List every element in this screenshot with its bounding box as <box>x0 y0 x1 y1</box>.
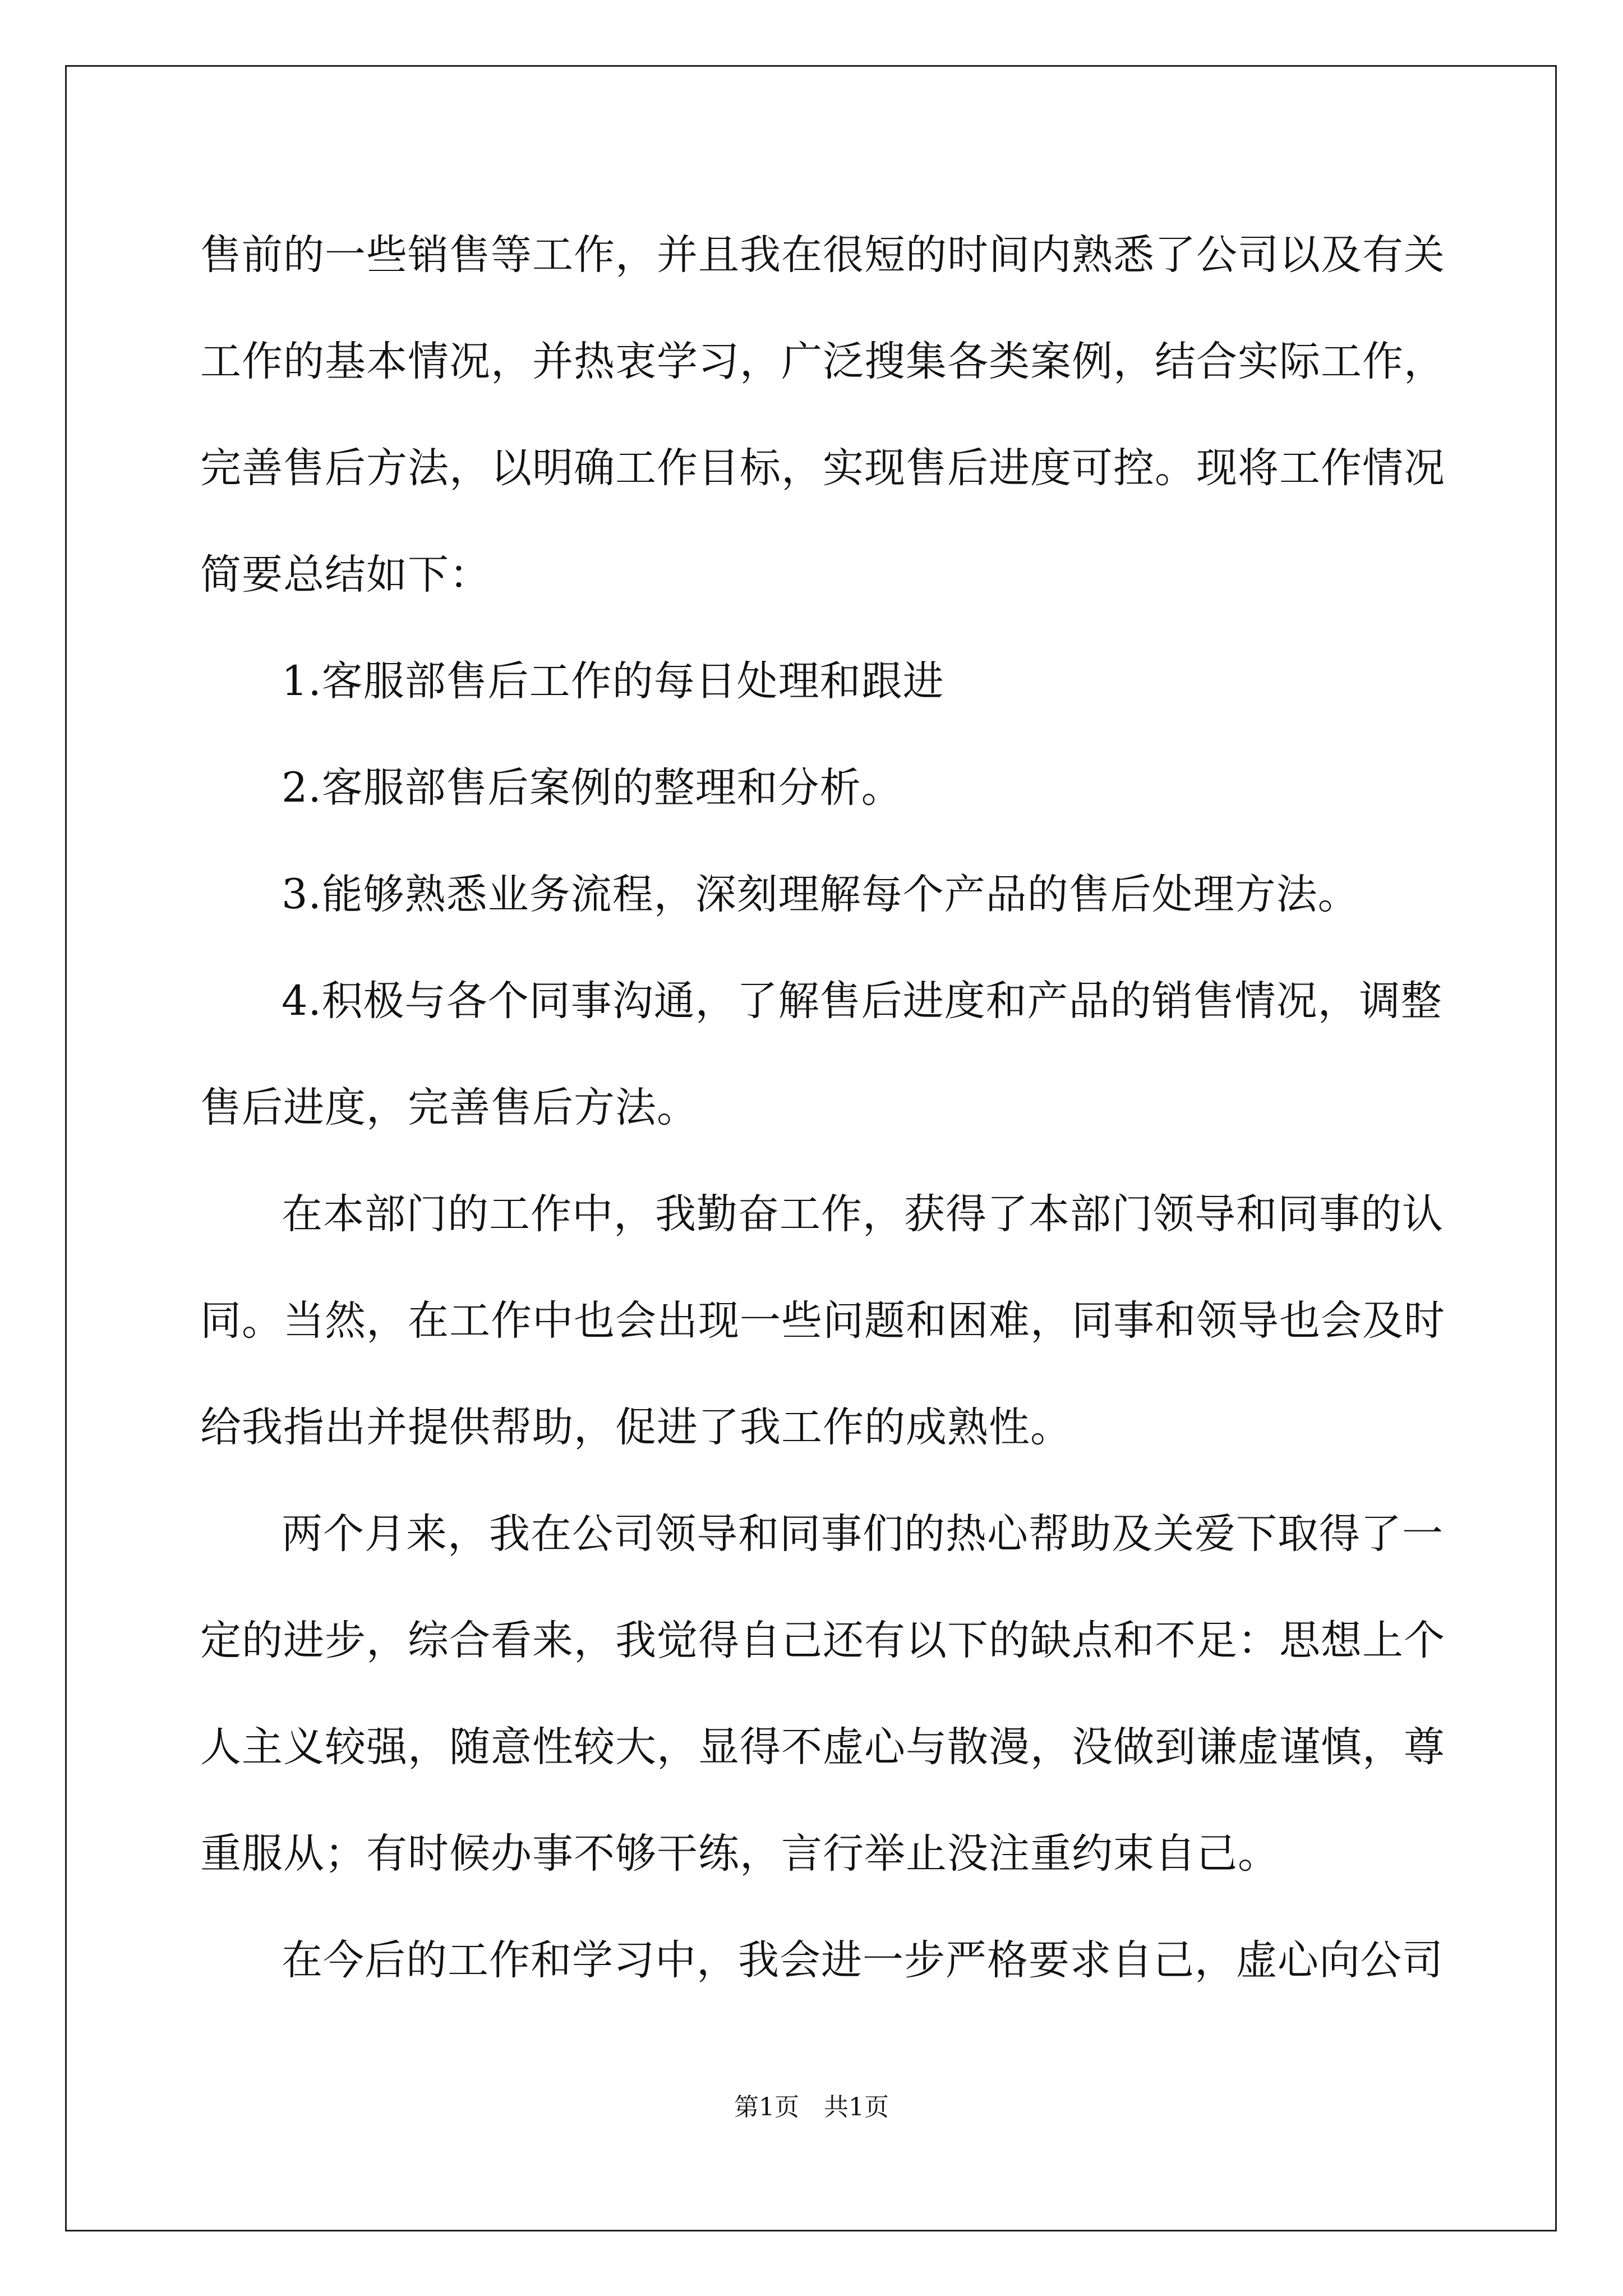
text-line: 给我指出并提供帮助，促进了我工作的成熟性。 <box>200 1404 1072 1451</box>
text-line: 售后进度，完善售后方法。 <box>200 1084 698 1131</box>
list-item: 4.积极与各个同事沟通，了解售后进度和产品的销售情况，调整 <box>282 977 1442 1025</box>
text-line: 售前的一些销售等工作，并且我在很短的时间内熟悉了公司以及有关 <box>200 231 1445 279</box>
text-line: 定的进步，综合看来，我觉得自己还有以下的缺点和不足：思想上个 <box>200 1617 1445 1664</box>
text-line: 简要总结如下： <box>200 551 491 599</box>
paragraph-start: 两个月来，我在公司领导和同事们的热心帮助及关爱下取得了一 <box>282 1510 1444 1558</box>
text-line: 同。当然，在工作中也会出现一些问题和困难，同事和领导也会及时 <box>200 1297 1445 1345</box>
list-item: 3.能够熟悉业务流程，深刻理解每个产品的售后处理方法。 <box>282 871 1359 918</box>
text-line: 完善售后方法，以明确工作目标，实现售后进度可控。现将工作情况 <box>200 444 1445 492</box>
paragraph-start: 在今后的工作和学习中，我会进一步严格要求自己，虚心向公司 <box>282 1936 1444 1984</box>
page-footer: 第1页 共1页 <box>734 2093 889 2122</box>
paragraph-start: 在本部门的工作中，我勤奋工作，获得了本部门领导和同事的认 <box>282 1190 1444 1238</box>
text-line: 重服从；有时候办事不够干练，言行举止没注重约束自己。 <box>200 1830 1279 1878</box>
list-item: 1.客服部售后工作的每日处理和跟进 <box>282 657 944 705</box>
text-line: 工作的基本情况，并热衷学习，广泛搜集各类案例，结合实际工作， <box>200 338 1445 385</box>
text-line: 人主义较强，随意性较大，显得不虚心与散漫，没做到谦虚谨慎，尊 <box>200 1723 1445 1771</box>
list-item: 2.客服部售后案例的整理和分析。 <box>282 764 903 812</box>
